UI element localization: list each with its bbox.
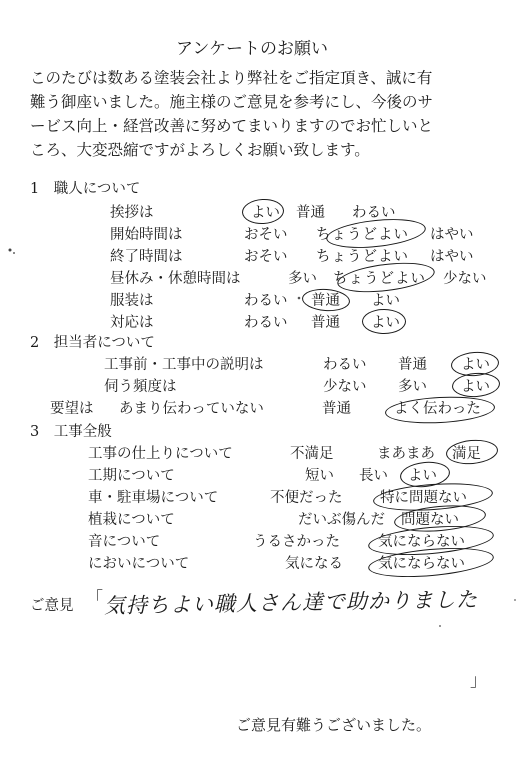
row-label: においについて bbox=[88, 556, 190, 572]
row-label: 植栽について bbox=[88, 512, 175, 528]
option: わるい bbox=[352, 205, 396, 221]
row-label: 音について bbox=[88, 534, 161, 550]
option: よく伝わった bbox=[394, 401, 481, 417]
row-label: 服装は bbox=[110, 293, 154, 309]
option: よい bbox=[251, 205, 280, 221]
option: よい bbox=[461, 357, 490, 373]
option: 少ない bbox=[323, 379, 367, 395]
option: よい bbox=[371, 293, 400, 309]
thanks-message: ご意見有難うございました。 bbox=[236, 716, 432, 734]
intro-line: 難う御座いました。施主様のご意見を参考にし、今後のサ bbox=[30, 93, 434, 111]
option: 普通 bbox=[398, 357, 427, 373]
row-label: 工事の仕上りについて bbox=[88, 446, 233, 462]
option: 少ない bbox=[443, 271, 487, 287]
option: よい bbox=[408, 468, 437, 484]
option: はやい bbox=[430, 227, 474, 243]
option: 満足 bbox=[452, 446, 481, 462]
row-label: 工期について bbox=[88, 468, 175, 484]
option: 普通 bbox=[311, 293, 340, 309]
opinion-handwritten: 気持ちよい職人さん達で助かりました bbox=[103, 587, 479, 618]
option: わるい bbox=[244, 293, 288, 309]
option: 気にならない bbox=[378, 534, 465, 550]
row-label: 昼休み・休憩時間は bbox=[110, 271, 241, 287]
option: まあまあ bbox=[377, 446, 435, 462]
opinion-label: ご意見 bbox=[30, 598, 74, 614]
selection-circle bbox=[451, 371, 501, 398]
option: ちょうどよい bbox=[316, 227, 409, 243]
option: わるい bbox=[244, 315, 288, 331]
row-label: 開始時間は bbox=[110, 227, 183, 243]
row-label: 要望は bbox=[50, 401, 94, 417]
option: おそい bbox=[244, 227, 288, 243]
selection-circle bbox=[445, 438, 499, 466]
section-heading: 3 工事全般 bbox=[30, 424, 112, 440]
option: 普通 bbox=[322, 401, 351, 417]
option: よい bbox=[371, 315, 400, 331]
row-label: 終了時間は bbox=[110, 249, 183, 265]
option: あまり伝わっていない bbox=[119, 401, 264, 417]
option: 不満足 bbox=[290, 446, 334, 462]
option: よい bbox=[461, 379, 490, 395]
intro-line: ービス向上・経営改善に努めてまいりますのでお忙しいと bbox=[30, 117, 434, 135]
row-label: 伺う頻度は bbox=[104, 379, 177, 395]
selection-circle bbox=[301, 287, 350, 312]
section-heading: 1 職人について bbox=[30, 181, 141, 197]
option: 特に問題ない bbox=[380, 490, 467, 506]
option: うるさかった bbox=[253, 534, 340, 550]
option: 普通 bbox=[311, 315, 340, 331]
option: はやい bbox=[430, 249, 474, 265]
option: わるい bbox=[323, 357, 367, 373]
option: おそい bbox=[244, 249, 288, 265]
option: 問題ない bbox=[401, 512, 459, 528]
row-label: 工事前・工事中の説明は bbox=[104, 357, 264, 373]
selection-circle bbox=[384, 394, 495, 426]
page-title: アンケートのお願い bbox=[176, 39, 328, 59]
row-label: 車・駐車場について bbox=[88, 490, 219, 506]
option: ちょうどよい bbox=[333, 271, 426, 287]
option: 多い bbox=[398, 379, 427, 395]
option: だいぶ傷んだ bbox=[298, 512, 385, 528]
row-label: 対応は bbox=[110, 315, 154, 331]
option: 普通 bbox=[296, 205, 325, 221]
option: 短い bbox=[305, 468, 334, 484]
option: 不便だった bbox=[270, 490, 343, 506]
option: 気になる bbox=[285, 556, 343, 572]
opinion-close-bracket: 」 bbox=[470, 671, 487, 691]
row-label: 挨拶は bbox=[110, 205, 154, 221]
selection-circle bbox=[325, 215, 427, 252]
option: ちょうどよい bbox=[316, 249, 409, 265]
intro-line: ころ、大変恐縮ですがよろしくお願い致します。 bbox=[30, 141, 370, 159]
option: 気にならない bbox=[378, 556, 465, 572]
opinion-open-bracket: 「 bbox=[86, 589, 103, 609]
selection-circle bbox=[362, 309, 406, 334]
intro-line: このたびは数ある塗装会社より弊社をご指定頂き、誠に有 bbox=[30, 69, 433, 87]
section-heading: 2 担当者について bbox=[30, 335, 155, 351]
option: 長い bbox=[359, 468, 388, 484]
option: 多い bbox=[288, 271, 317, 287]
